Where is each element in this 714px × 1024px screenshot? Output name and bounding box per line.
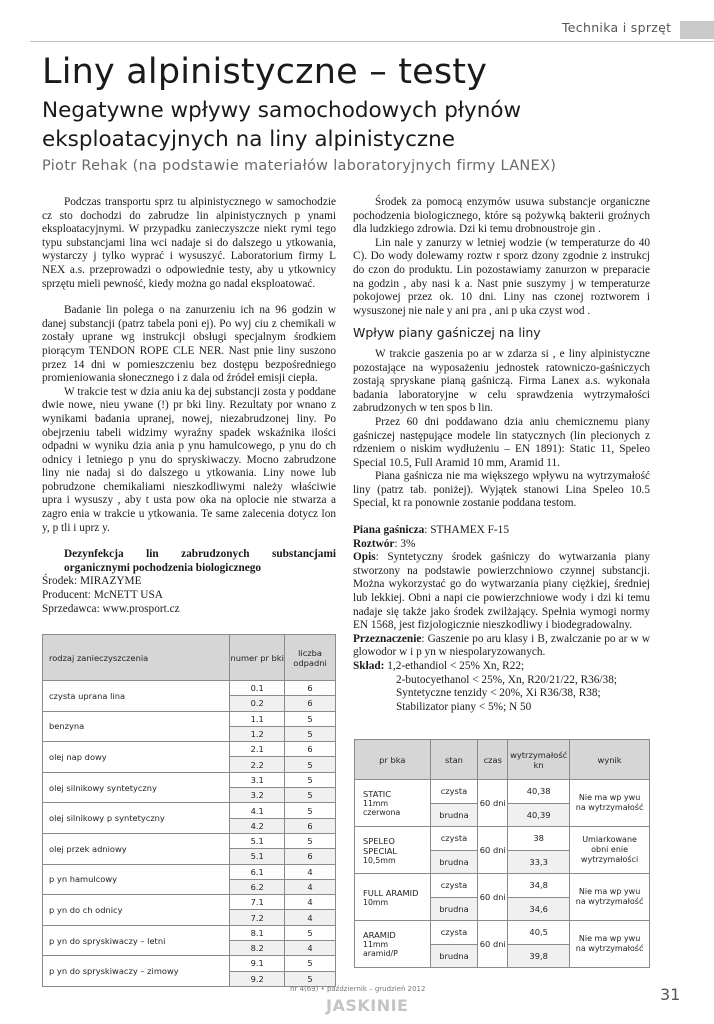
drop-count: 4 — [285, 941, 336, 956]
rope-model — [355, 827, 431, 874]
foam-product-label: Piana gaśnicza — [353, 524, 425, 537]
test-result: Umiarkowane obni enie wytrzymałości — [570, 827, 650, 874]
rope-model — [355, 921, 431, 968]
header-divider — [30, 41, 714, 42]
description-line — [353, 551, 650, 633]
strength-value: 40,5 — [508, 921, 570, 945]
rope-state: czysta — [430, 827, 478, 851]
table-row — [43, 742, 336, 757]
sample-number: 2.1 — [230, 742, 285, 757]
left-column — [42, 196, 336, 616]
article-subtitle: Negatywne wpływy samochodowych płynów eksploatacyjnych na liny alpinistyczne — [42, 98, 522, 152]
dilution-line — [353, 538, 650, 552]
rope-model-line: ARAMID — [363, 930, 396, 940]
rope-state: czysta — [430, 921, 478, 945]
composition-item: 1,2-ethandiol < 25% Xn, R22; — [387, 660, 525, 672]
rope-model — [355, 780, 431, 827]
table-row — [355, 921, 650, 945]
drop-count: 4 — [285, 895, 336, 910]
sample-number: 8.2 — [230, 941, 285, 956]
table-row — [355, 874, 650, 898]
sample-number: 7.2 — [230, 910, 285, 925]
drop-count: 6 — [285, 818, 336, 833]
drop-count: 4 — [285, 879, 336, 894]
sample-number: 2.2 — [230, 757, 285, 772]
rope-state: brudna — [430, 850, 478, 874]
rope-model — [355, 874, 431, 921]
strength-value: 34,8 — [508, 874, 570, 898]
column-header: liczba odpadni — [285, 635, 336, 681]
disinfection-agent: Środek: MIRAZYME — [42, 575, 142, 588]
contaminant-name: olej przek adniowy — [43, 833, 230, 864]
column-header: rodzaj zanieczyszczenia — [43, 635, 230, 681]
exposure-time: 60 dni — [478, 780, 508, 827]
paragraph: W trakcie test w dzia aniu ka dej substancji zosta y poddane dwie nowe, nieu ywane (!) pr bki liny. Rezultaty por wnano z wynikami badania upranej, nowej, niezabrudzonej liny. Po obejrzeniu tabeli widzimy wyraźny spadek wskaźnika ilości odpadni w wyniku dzia ania p ynu hamulcowego, p ynu do ch odnicy i letniego p ynu do spryskiwaczy. Mocno zabrudzone liny nie nadaj si do dalszego u ytkowania. Liny nowe lub pobrudzone chemikaliami nieszkodliwymi należy właściwie upra i wysuszy , aby t usta pow oka na oplocie nie stwarza a zagro enia w trakcie u ytkowania. Te same zalecenia dotycz lon y, p tli i uprz y. — [42, 385, 336, 534]
strength-value: 39,8 — [508, 944, 570, 968]
rope-model-line: 10,5mm — [363, 855, 396, 865]
composition-item: Syntetyczne tenzidy < 20%, Xi R36/38, R38; — [396, 687, 601, 700]
composition-item: Stabilizator piany < 5%; N 50 — [396, 700, 532, 713]
table-row — [43, 956, 336, 971]
sample-number: 5.1 — [230, 849, 285, 864]
purpose-value: : Gaszenie po aru klasy i B, zwalczanie po ar w w glowodor w i p yn w niespolaryzowanych. — [353, 632, 650, 659]
sample-number: 0.1 — [230, 681, 285, 696]
composition-item: 2-butocyethanol < 25%, Xn, R20/21/22, R36/38; — [396, 673, 617, 686]
sample-number: 3.1 — [230, 772, 285, 787]
paragraph: Piana gaśnicza nie ma większego wpływu na wytrzymałość liny (patrz tab. poniżej). Wyjątek stanowi Lina Speleo 10.5 Special, kt ra ponownie zostanie poddana testom. — [353, 470, 650, 510]
rope-model-line: STATIC — [363, 789, 392, 799]
paragraph: Badanie lin polega o na zanurzeniu ich na 96 godzin w danej substancji (patrz tabela poni ej). Po wyj ciu z chemikali w zostały uprane wg instrukcji obsługi specjalnym środkiem piorącym TENDON ROPE CLE NER. Nast pnie liny suszono przez 14 dni w pomieszczeniu bez dostępu bezpośredniego promieniowania słonecznego i z dala od źródeł emisji ciepła. — [42, 304, 336, 385]
rope-state: brudna — [430, 897, 478, 921]
rope-model-line: 11mm — [363, 940, 389, 949]
contaminant-table — [42, 634, 336, 987]
drop-count: 5 — [285, 803, 336, 818]
column-header: czas — [478, 740, 508, 780]
strength-value: 38 — [508, 827, 570, 851]
rope-state: brudna — [430, 944, 478, 968]
drop-count: 5 — [285, 788, 336, 803]
table-row — [355, 780, 650, 804]
contaminant-name: benzyna — [43, 711, 230, 742]
strength-value: 33,3 — [508, 850, 570, 874]
drop-count: 4 — [285, 864, 336, 879]
drop-count: 5 — [285, 757, 336, 772]
column-header: stan — [430, 740, 478, 780]
sample-number: 7.1 — [230, 895, 285, 910]
table-row — [355, 827, 650, 851]
foam-product-line — [353, 524, 650, 538]
drop-count: 5 — [285, 772, 336, 787]
rope-model-line: 11mm — [363, 799, 389, 808]
rope-state: czysta — [430, 874, 478, 898]
dilution-value: : 3% — [394, 537, 416, 550]
sample-number: 9.2 — [230, 971, 285, 986]
contaminant-name: olej silnikowy syntetyczny — [43, 772, 230, 803]
drop-count: 5 — [285, 833, 336, 848]
purpose-label: Przeznaczenie — [353, 632, 422, 645]
table-row — [43, 681, 336, 696]
paragraph: Lin nale y zanurzy w letniej wodzie (w temperaturze do 40 C). Do wody dolewamy roztw r sporz dzony zgodnie z instrukcj do czon do produktu. Lin pozostawiamy zanurzon w preparacie na godzin , aby nasi k a. Nast pnie suszymy j w temperaturze pokojowej przez ok. 10 dni. Liny nas czonej roztworem i wysuszonej nie nale y ani pra , ani p uka czyst wod . — [353, 236, 650, 317]
drop-count: 5 — [285, 971, 336, 986]
drop-count: 4 — [285, 910, 336, 925]
article-author: Piotr Rehak (na podstawie materiałów laboratoryjnych firmy LANEX) — [42, 158, 557, 174]
contaminant-name: p yn do ch odnicy — [43, 895, 230, 926]
foam-test-table — [354, 739, 650, 968]
foam-product-value: : STHAMEX F-15 — [424, 524, 509, 537]
drop-count: 5 — [285, 956, 336, 971]
contaminant-name: olej nap dowy — [43, 742, 230, 773]
sample-number: 4.2 — [230, 818, 285, 833]
test-result: Nie ma wp ywu na wytrzymałość — [570, 921, 650, 968]
description-label: Opis — [353, 551, 376, 564]
column-header: pr bka — [355, 740, 431, 780]
composition-label: Skład: — [353, 660, 385, 672]
column-header: numer pr bki — [230, 635, 285, 681]
exposure-time: 60 dni — [478, 874, 508, 921]
dilution-label: Roztwór — [353, 537, 395, 550]
table-row — [43, 833, 336, 848]
description-value: : Syntetyczny środek gaśniczy do wytwarzania piany stworzony na podstawie powierzchniowo czynnej substancji. Można wykorzystać go do wytwarzania piany ciężkiej, średniej lub lekkiej. Obni a napi cie powierzchniowe wody i dzi ki temu nadaje się także jako środek zwilżający. Spełnia wymogi normy EN 1568, jest fizjologicznie nieszkodliwy i biodegradowalny. — [353, 551, 650, 632]
table-row — [43, 864, 336, 879]
sample-number: 4.1 — [230, 803, 285, 818]
table-row — [43, 772, 336, 787]
table-row — [43, 803, 336, 818]
rope-state: brudna — [430, 803, 478, 827]
rope-state: czysta — [430, 780, 478, 804]
purpose-line — [353, 633, 650, 660]
page-number: 31 — [660, 985, 681, 1004]
sample-number: 5.1 — [230, 833, 285, 848]
composition-line — [353, 660, 650, 674]
rope-model-line: FULL ARAMID — [363, 887, 419, 898]
drop-count: 5 — [285, 925, 336, 940]
magazine-logo: JASKINIE — [326, 996, 409, 1015]
drop-count: 6 — [285, 696, 336, 711]
sample-number: 1.2 — [230, 726, 285, 741]
exposure-time: 60 dni — [478, 827, 508, 874]
section-tag: Technika i sprzęt — [562, 20, 672, 35]
disinfection-heading: Dezynfekcja lin zabrudzonych substancjami organicznymi pochodzenia biologicznego — [64, 548, 336, 574]
disinfection-seller: Sprzedawca: www.prosport.cz — [42, 602, 180, 615]
strength-value: 34,6 — [508, 897, 570, 921]
drop-count: 5 — [285, 726, 336, 741]
sample-number: 3.2 — [230, 788, 285, 803]
table-row — [43, 895, 336, 910]
rope-model-line: 10mm — [363, 897, 389, 907]
drop-count: 6 — [285, 681, 336, 696]
contaminant-name: p yn hamulcowy — [43, 864, 230, 895]
test-result: Nie ma wp ywu na wytrzymałość — [570, 874, 650, 921]
contaminant-name: olej silnikowy p syntetyczny — [43, 803, 230, 834]
drop-count: 6 — [285, 849, 336, 864]
article-title: Liny alpinistyczne – testy — [42, 52, 488, 92]
paragraph: Środek za pomocą enzymów usuwa substancje organiczne pochodzenia biologicznego, które są pożywką bakterii groźnych dla ludzkiego zdrowia. Dzi ki temu drobnoustroje gin . — [353, 196, 650, 236]
drop-count: 6 — [285, 742, 336, 757]
exposure-time: 60 dni — [478, 921, 508, 968]
disinfection-heading-wrap — [42, 548, 336, 575]
rope-model-line: czerwona — [363, 808, 401, 817]
strength-value: 40,39 — [508, 803, 570, 827]
contaminant-name: p yn do spryskiwaczy – zimowy — [43, 956, 230, 987]
right-column — [353, 196, 650, 714]
paragraph: Przez 60 dni poddawano dzia aniu chemicznemu piany gaśniczej następujące modele lin statycznych (lin plecionych z rdzeniem o niskim wydłużeniu – EN 1891): Static 11, Speleo Special 10.5, Full Aramid 10 mm, Aramid 11. — [353, 415, 650, 469]
sample-number: 1.1 — [230, 711, 285, 726]
test-result: Nie ma wp ywu na wytrzymałość — [570, 780, 650, 827]
table-row — [43, 711, 336, 726]
sample-number: 6.1 — [230, 864, 285, 879]
paragraph: Podczas transportu sprz tu alpinistycznego w samochodzie cz sto dochodzi do zabrudze lin alpinistycznych p ynami eksploatacyjnymi. W przypadku zanieczyszcze niekt rymi tego typu substancjami lina wci nadaje si do dalszego u ytkowania, wystarczy j tylko wyprać i wysuszyć. Laboratorium firmy L NEX a.s. przeprowadzi o odpowiednie testy, aby u ytkownicy sprzętu mieli pewność, kiedy można go nadal eksploatować. — [42, 196, 336, 290]
rope-model-line: aramid/P — [363, 949, 398, 958]
issue-info: nr 4(69) • październik – grudzień 2012 — [290, 985, 426, 993]
contaminant-name: p yn do spryskiwaczy – letni — [43, 925, 230, 956]
sample-number: 0.2 — [230, 696, 285, 711]
strength-value: 40,38 — [508, 780, 570, 804]
sample-number: 6.2 — [230, 879, 285, 894]
foam-section-heading: Wpływ piany gaśniczej na liny — [353, 325, 541, 341]
sample-number: 8.1 — [230, 925, 285, 940]
contaminant-name: czysta uprana lina — [43, 681, 230, 712]
sample-number: 9.1 — [230, 956, 285, 971]
table-row — [43, 925, 336, 940]
column-header: wytrzymałość kn — [508, 740, 570, 780]
column-header: wynik — [570, 740, 650, 780]
disinfection-producer: Producent: McNETT USA — [42, 589, 163, 602]
section-bar — [680, 21, 714, 39]
drop-count: 5 — [285, 711, 336, 726]
paragraph: W trakcie gaszenia po ar w zdarza si , e liny alpinistyczne pozostające na wyposażeniu jednostek ratowniczo-gaśniczych zostają spryskane pianą gaśniczą. Firma Lanex a.s. wykonała badania laboratoryjne w celu sprawdzenia wytrzymałości zabrudzonych w ten spos b lin. — [353, 347, 650, 415]
rope-model-line: SPELEO SPECIAL — [363, 835, 398, 856]
